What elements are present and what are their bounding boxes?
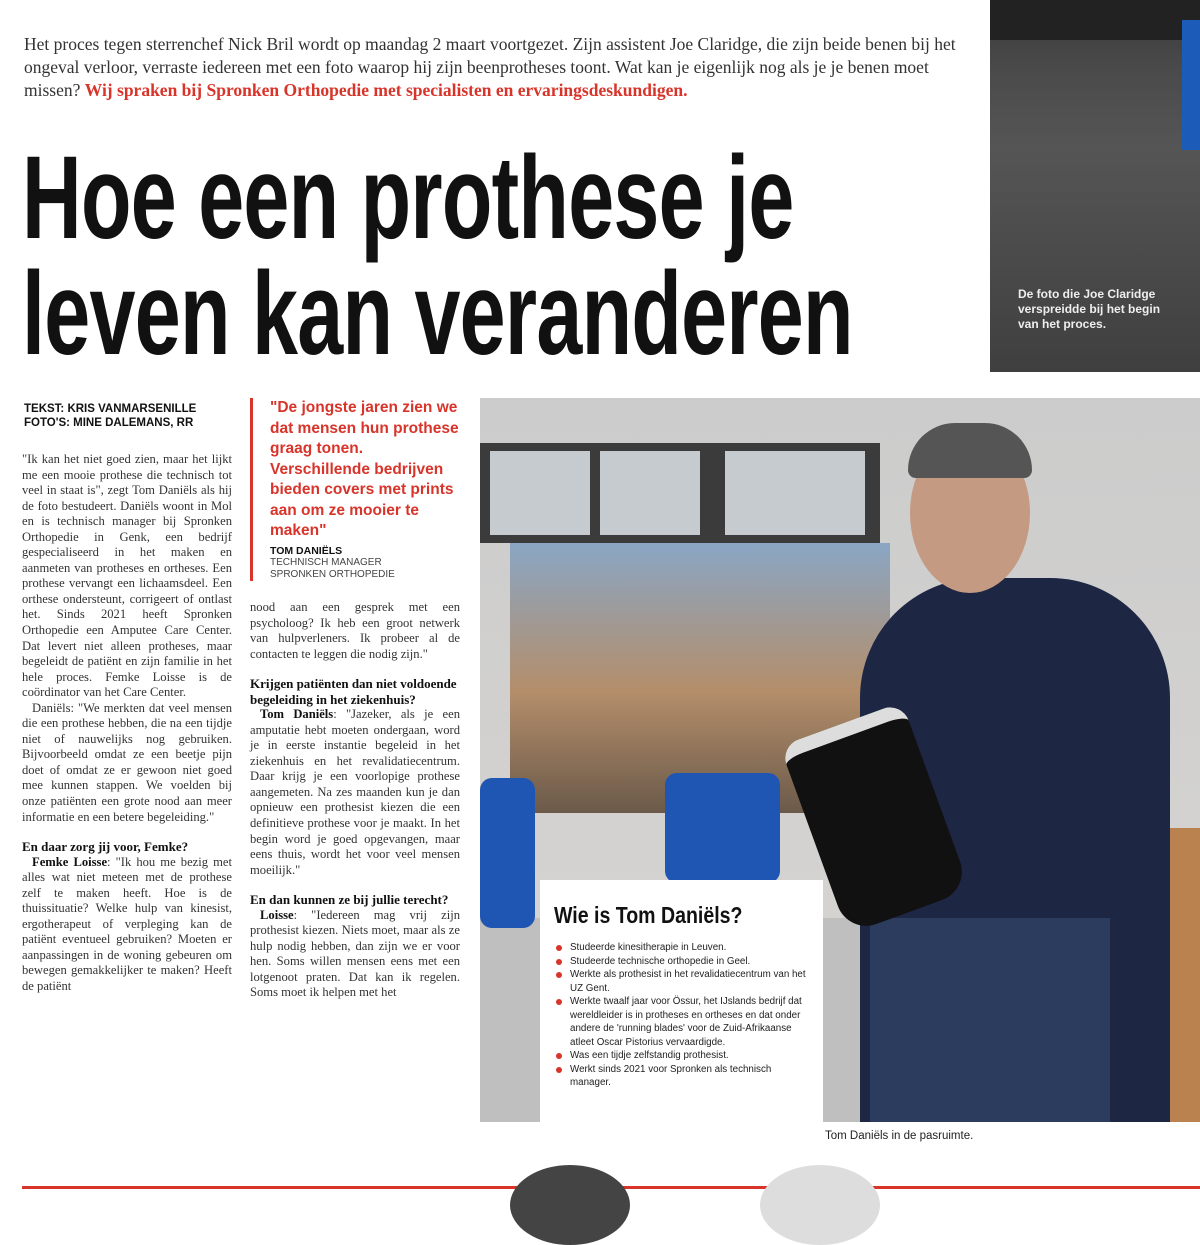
gym-photo xyxy=(990,0,1200,372)
info-box-title: Wie is Tom Daniëls? xyxy=(554,902,743,928)
paragraph: Daniëls: "We merkten dat veel mensen die een prothese hebben, die na een tijdje niet of nauwelijks nog gebruiken. Bijvoorbeeld omdat ze een beetje pijn doet of omdat ze er gewoon niet goed mee kunnen stappen. We voelden bij onze patiënten een grote nood aan meer informatie en een betere begeleiding." xyxy=(22,700,232,824)
byline-text: TEKST: KRIS VANMARSENILLE xyxy=(24,403,197,415)
gym-photo-caption: De foto die Joe Claridge verspreidde bij het begin van het proces. xyxy=(1018,287,1161,331)
intro-paragraph xyxy=(24,33,964,102)
photo-chair xyxy=(480,778,535,928)
paragraph xyxy=(250,908,460,1001)
photo-person-legs xyxy=(870,918,1110,1122)
article-column-2 xyxy=(250,600,460,1001)
headline-line-1: Hoe een prothese je xyxy=(22,132,794,264)
list-item: Werkte als prothesist in het revalidatiecentrum van het UZ Gent. xyxy=(554,968,813,995)
photo-ceiling xyxy=(990,0,1200,40)
pull-quote-company: SPRONKEN ORTHOPEDIE xyxy=(270,568,395,580)
speaker-name: Tom Daniëls xyxy=(260,707,334,722)
article-column-1 xyxy=(22,452,232,995)
paragraph xyxy=(250,707,460,878)
byline xyxy=(24,402,196,430)
pull-quote-role: TECHNISCH MANAGER xyxy=(270,556,382,568)
info-box-list xyxy=(554,941,813,1090)
pull-quote-text: "De jongste jaren zien we dat mensen hun prothese graag tonen. Verschillende bedrijven bieden covers met prints aan om ze mooier te maken" xyxy=(270,399,459,539)
intro-text: Het proces tegen sterrenchef Nick Bril wordt op maandag 2 maart voortgezet. Zijn assistent Joe Claridge, die zijn beide benen bij het ongeval verloor, verraste iedereen met een foto waarop hij zijn beenprotheses toont. Wat kan je eigenlijk nog als je je benen moet missen? xyxy=(24,34,956,100)
paragraph-text: : "Iedereen mag vrij zijn prothesist kiezen. Niets moet, maar als ze hulp nodig hebben, dan zijn we er voor hen. Soms willen mensen eens met een lotgenoot praten. Dat kan ik regelen. Soms moet ik helpen met het xyxy=(250,907,460,1000)
interview-question: En daar zorg jij voor, Femke? xyxy=(22,839,189,855)
paragraph-text: : "Jazeker, als je een amputatie hebt moeten ondergaan, word je in eerste instantie begeleid in het ziekenhuis en het revalidatiecentrum. Daar krijg je een voorlopige prothese aangemeten. Na zes maanden kun je dan opnieuw een prothesist kiezen die een definitieve prothese voor je maakt. In het begin word je goed opgevangen, maar eens thuis, wordt het voor veel mensen moeilijk." xyxy=(250,707,460,877)
intro-highlight: Wij spraken bij Spronken Orthopedie met specialisten en ervaringsdeskundigen. xyxy=(84,80,688,100)
paragraph: nood aan een gesprek met een psycholoog? Ik heb een groot netwerk van hulpverleners. Ik probeer al de contacten te leggen die nodig zijn." xyxy=(250,600,460,661)
list-item: Studeerde kinesitherapie in Leuven. xyxy=(554,941,813,955)
photo-chair xyxy=(665,773,780,883)
pull-quote-name: TOM DANIËLS xyxy=(270,544,343,557)
main-photo-caption: Tom Daniëls in de pasruimte. xyxy=(825,1130,974,1142)
list-item: Werkt sinds 2021 voor Spronken als technisch manager. xyxy=(554,1063,813,1090)
photo-person-edge xyxy=(1182,20,1200,150)
bottom-photo xyxy=(510,1165,630,1245)
interview-question: En dan kunnen ze bij jullie terecht? xyxy=(250,892,449,908)
interview-question: Krijgen patiënten dan niet voldoende begeleiding in het ziekenhuis? xyxy=(250,676,457,707)
info-box xyxy=(540,880,823,1130)
photo-window xyxy=(480,443,880,543)
paragraph: "Ik kan het niet goed zien, maar het lijkt me een mooie prothese die technisch tot veel in staat is", zegt Tom Daniëls als hij de foto bestudeert. Daniëls woont in Mol en is technisch manager bij Spronken Orthopedie in Genk, een bedrijf gespecialiseerd in het maken en aanmeten van protheses en ortheses. Een prothese vervangt een lichaamsdeel. Een orthese ondersteunt, corrigeert of ontlast het. Sinds 2021 heeft Spronken Orthopedie een Amputee Care Center. Dat levert niet alleen protheses, maar begeleidt de patiënt en zijn familie in het hele proces. Femke Loisse is de coördinator van het Care Center. xyxy=(22,452,232,700)
list-item: Studeerde technische orthopedie in Geel. xyxy=(554,955,813,969)
bottom-photo xyxy=(760,1165,880,1245)
list-item: Werkte twaalf jaar voor Össur, het IJslands bedrijf dat wereldleider is in protheses en ortheses en dat onder andere de 'running blades' voor de Zuid-Afrikaanse atleet Oscar Pistorius vervaardigde. xyxy=(554,995,813,1049)
byline-photos: FOTO'S: MINE DALEMANS, RR xyxy=(24,417,194,429)
headline-line-2: leven kan veranderen xyxy=(22,248,853,380)
speaker-name: Loisse xyxy=(260,907,294,922)
list-item: Was een tijdje zelfstandig prothesist. xyxy=(554,1049,813,1063)
paragraph xyxy=(22,855,232,995)
pull-quote xyxy=(250,398,460,581)
speaker-name: Femke Loisse xyxy=(32,854,108,869)
headline xyxy=(22,132,853,380)
paragraph-text: : "Ik hou me bezig met alles wat niet meteen met de prothese zelf te maken heeft. Hoe is de thuissituatie? Welke hulp van kinesist, ergotherapeut of verpleging kan de patiënt eventueel gebruiken? Moeten er aanpassingen in de woning gebeuren om bewegen gemakkelijker te maken? Heeft de patiënt xyxy=(22,854,233,993)
